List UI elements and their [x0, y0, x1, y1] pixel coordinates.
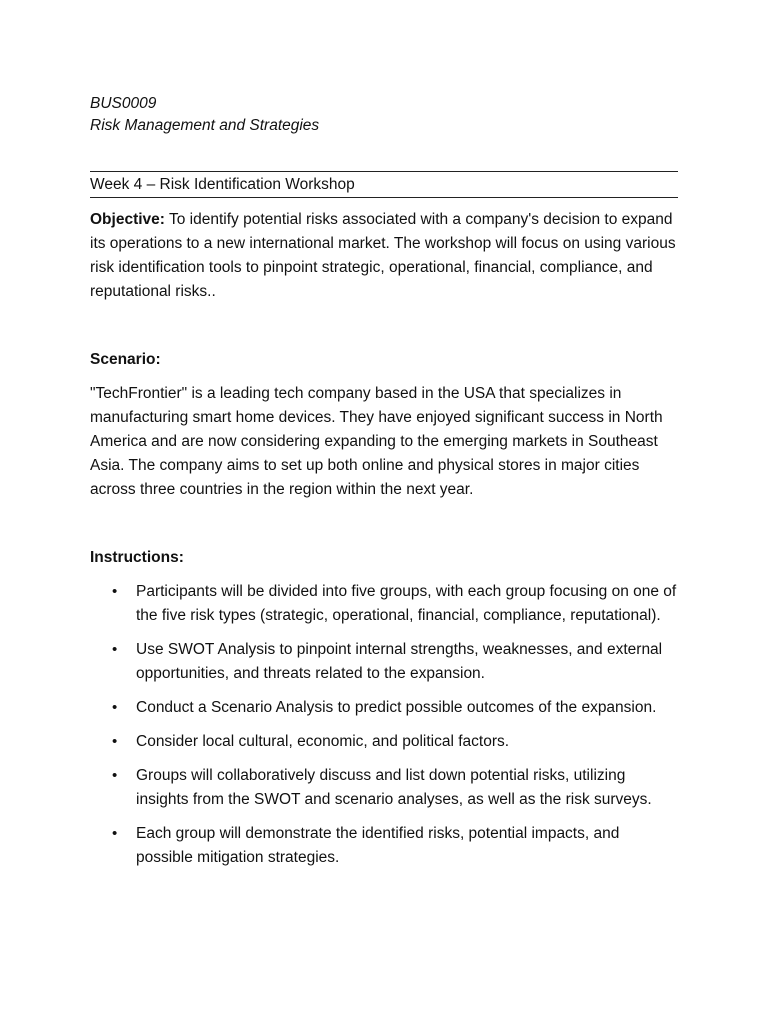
bullet-icon: •	[112, 825, 118, 842]
bullet-icon: •	[112, 767, 118, 784]
list-item-text: Use SWOT Analysis to pinpoint internal strengths, weaknesses, and external opportunities, and threats related to the expansion.	[136, 641, 663, 682]
list-item-text: Conduct a Scenario Analysis to predict possible outcomes of the expansion.	[136, 699, 657, 716]
instructions-heading: Instructions:	[90, 549, 184, 566]
instructions-list	[90, 580, 680, 880]
bullet-icon: •	[112, 733, 118, 750]
bullet-icon: •	[112, 583, 118, 600]
list-item	[90, 696, 680, 720]
list-item	[90, 764, 680, 812]
list-item-text: Consider local cultural, economic, and political factors.	[136, 733, 510, 750]
list-item-text: Groups will collaboratively discuss and list down potential risks, utilizing insights from the SWOT and scenario analyses, as well as the risk surveys.	[136, 767, 652, 808]
list-item	[90, 638, 680, 686]
bullet-icon: •	[112, 641, 118, 658]
course-title: Risk Management and Strategies	[90, 117, 320, 134]
course-header	[90, 93, 319, 137]
scenario-paragraph: "TechFrontier" is a leading tech company based in the USA that specializes in manufacturing smart home devices. They have enjoyed significant success in North America and are now considering expanding to the emerging markets in Southeast Asia. The company aims to set up both online and physical stores in major cities across three countries in the region within the next year.	[90, 385, 663, 498]
objective-text: To identify potential risks associated with a company's decision to expand its operations to a new international market. The workshop will focus on using various risk identification tools to pinpoint strategic, operational, financial, compliance, and reputational risks..	[90, 211, 676, 300]
objective-paragraph	[90, 208, 680, 304]
list-item	[90, 822, 680, 870]
week-title: Week 4 – Risk Identification Workshop	[90, 171, 678, 198]
list-item	[90, 730, 680, 754]
bullet-icon: •	[112, 699, 118, 716]
list-item-text: Participants will be divided into five groups, with each group focusing on one of the five risk types (strategic, operational, financial, compliance, reputational).	[136, 583, 677, 624]
scenario-heading: Scenario:	[90, 351, 161, 368]
list-item	[90, 580, 680, 628]
course-code: BUS0009	[90, 95, 157, 112]
list-item-text: Each group will demonstrate the identified risks, potential impacts, and possible mitigation strategies.	[136, 825, 620, 866]
objective-label: Objective:	[90, 211, 165, 228]
